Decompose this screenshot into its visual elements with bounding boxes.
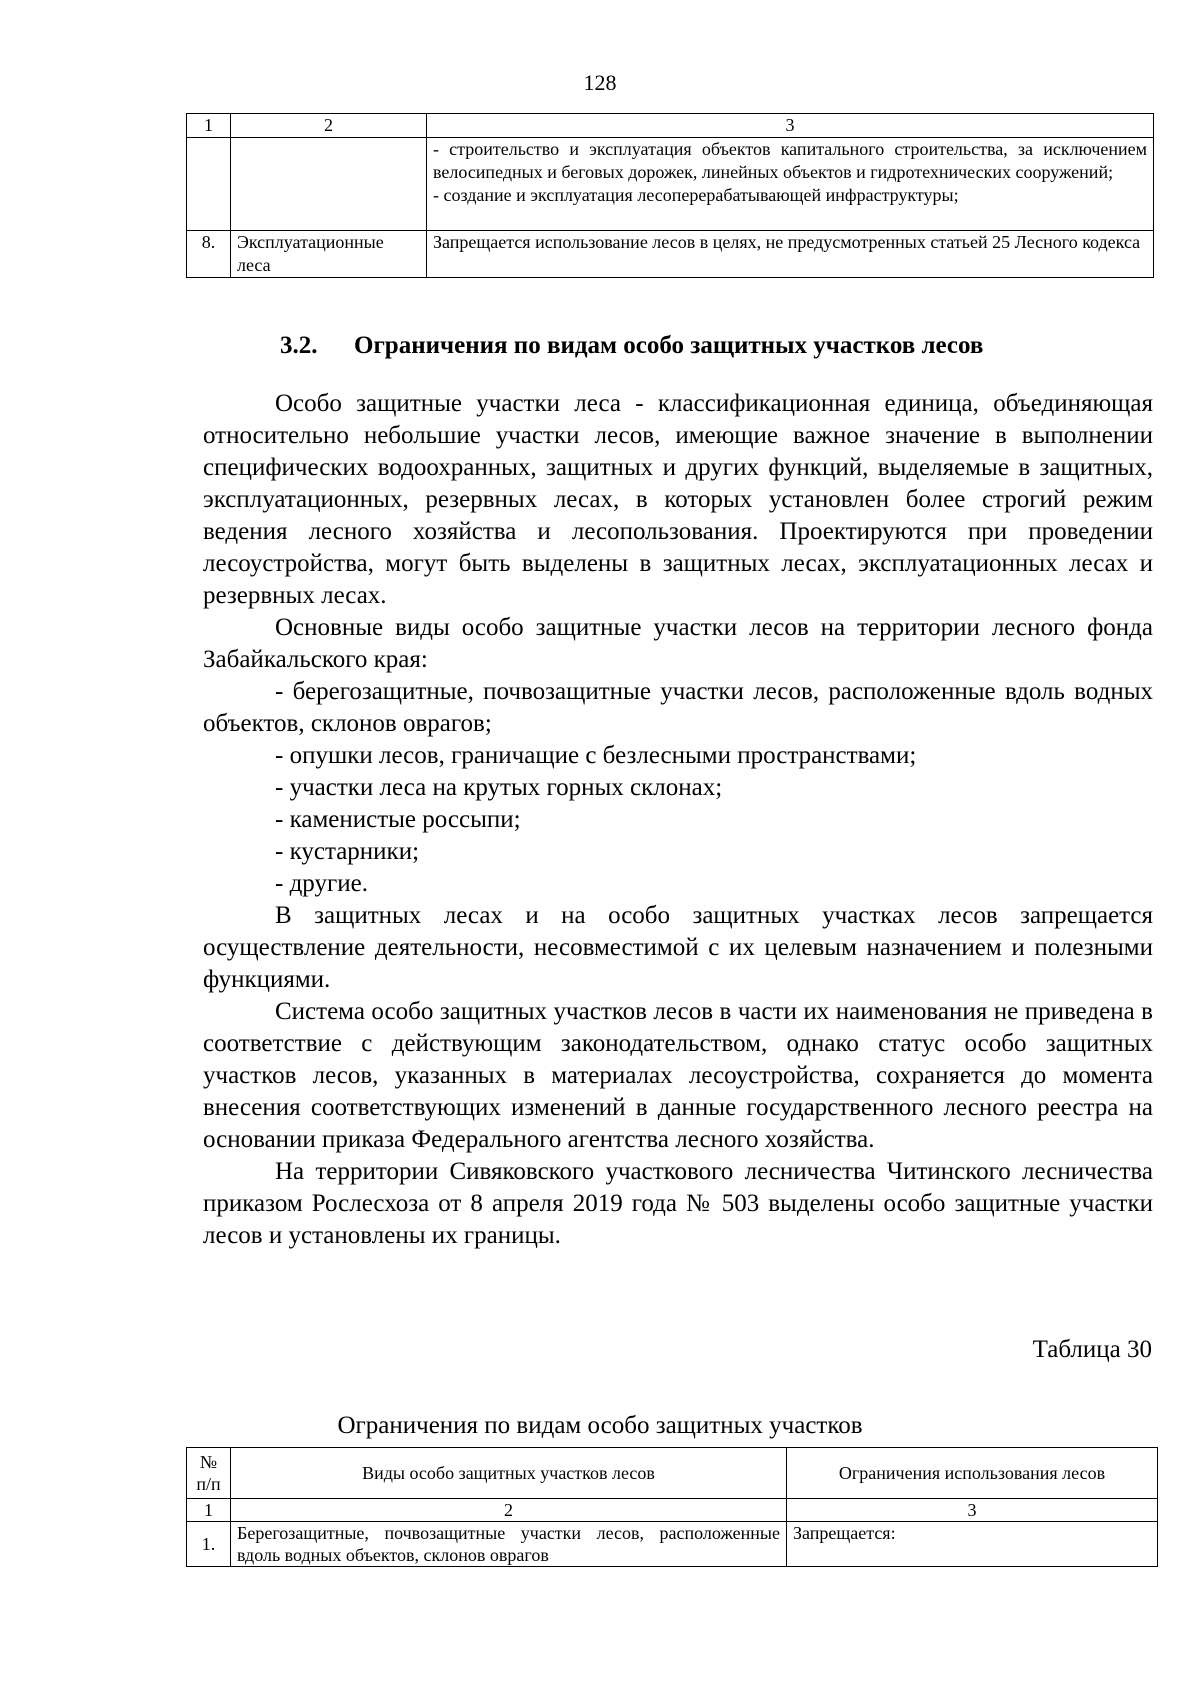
- section-heading: [280, 332, 983, 360]
- paragraph: В защитных лесах и на особо защитных участках лесов запрещается осуществление деятельности, несовместимой с их целевым назначением и полезными функциями.: [203, 902, 1153, 993]
- continued-forest-restrictions-table: [186, 113, 1154, 278]
- table-row: [187, 1522, 1158, 1567]
- table-row: [187, 231, 1154, 278]
- list-item: - опушки лесов, граничащие с безлесными пространствами;: [275, 742, 917, 769]
- row-number: [187, 138, 231, 231]
- restriction: Запрещается:: [787, 1522, 1158, 1567]
- table-header-row: [187, 114, 1154, 138]
- column-number-3: 3: [427, 114, 1154, 138]
- list-item: - каменистые россыпи;: [275, 806, 521, 833]
- header-restrictions: Ограничения использования лесов: [787, 1448, 1158, 1499]
- row-number: 8.: [187, 231, 231, 278]
- table-caption: Таблица 30: [1032, 1336, 1152, 1363]
- restriction-item: - создание и эксплуатация лесоперерабатывающей инфраструктуры;: [433, 185, 959, 205]
- column-numbers-row: [187, 1499, 1158, 1522]
- osu-restrictions-table: [186, 1447, 1158, 1567]
- column-number-1: 1: [187, 114, 231, 138]
- list-item: - кустарники;: [275, 838, 420, 865]
- list-item: - другие.: [275, 870, 368, 897]
- section-title: Ограничения по видам особо защитных участков лесов: [354, 332, 984, 359]
- column-number-2: 2: [231, 114, 427, 138]
- section-number: 3.2.: [280, 332, 318, 359]
- list-item: - участки леса на крутых горных склонах;: [275, 774, 723, 801]
- paragraph: Основные виды особо защитные участки лесов на территории лесного фонда Забайкальского края:: [203, 614, 1153, 673]
- paragraph: Система особо защитных участков лесов в части их наименования не приведена в соответствие с действующим законодательством, однако статус особо защитных участков лесов, указанных в материалах лесоустройства, сохраняется до момента внесения соответствующих изменений в данные государственного лесного реестра на основании приказа Федерального агентства лесного хозяйства.: [203, 998, 1153, 1153]
- forest-category: Эксплуатационные леса: [231, 231, 427, 278]
- list-item: - берегозащитные, почвозащитные участки лесов, расположенные вдоль водных объектов, склонов оврагов;: [203, 678, 1153, 737]
- table-header-row: [187, 1448, 1158, 1499]
- column-number-3: 3: [787, 1499, 1158, 1522]
- restrictions-cell: [427, 231, 1154, 278]
- paragraph: На территории Сивяковского участкового лесничества Читинского лесничества приказом Рослесхоза от 8 апреля 2019 года № 503 выделены особо защитные участки лесов и установлены их границы.: [203, 1158, 1153, 1249]
- column-number-2: 2: [231, 1499, 787, 1522]
- page-number: 128: [583, 70, 617, 95]
- header-osu-type: Виды особо защитных участков лесов: [231, 1448, 787, 1499]
- row-number: 1.: [187, 1522, 231, 1567]
- paragraph: Особо защитные участки леса - классификационная единица, объединяющая относительно небольшие участки лесов, имеющие важное значение в выполнении специфических водоохранных, защитных и других функций, выделяемые в защитных, эксплуатационных, резервных лесах, в которых установлен более строгий режим ведения лесного хозяйства и лесопользования. Проектируются при проведении лесоустройства, могут быть выделены в защитных лесах, эксплуатационных лесах и резервных лесах.: [203, 390, 1153, 609]
- restrictions-cell: [427, 138, 1154, 231]
- restriction-item: Запрещается использование лесов в целях, не предусмотренных статьей 25 Лесного кодекса: [433, 232, 1141, 252]
- table-title: Ограничения по видам особо защитных участков: [337, 1412, 863, 1439]
- table-row: [187, 138, 1154, 231]
- osu-type: Берегозащитные, почвозащитные участки лесов, расположенные вдоль водных объектов, склонов оврагов: [231, 1522, 787, 1567]
- header-number: № п/п: [187, 1448, 231, 1499]
- column-number-1: 1: [187, 1499, 231, 1522]
- body-text: [203, 388, 1153, 1252]
- restriction-item: - строительство и эксплуатация объектов капитального строительства, за исключением велосипедных и беговых дорожек, линейных объектов и гидротехнических сооружений;: [433, 139, 1147, 182]
- forest-category: [231, 138, 427, 231]
